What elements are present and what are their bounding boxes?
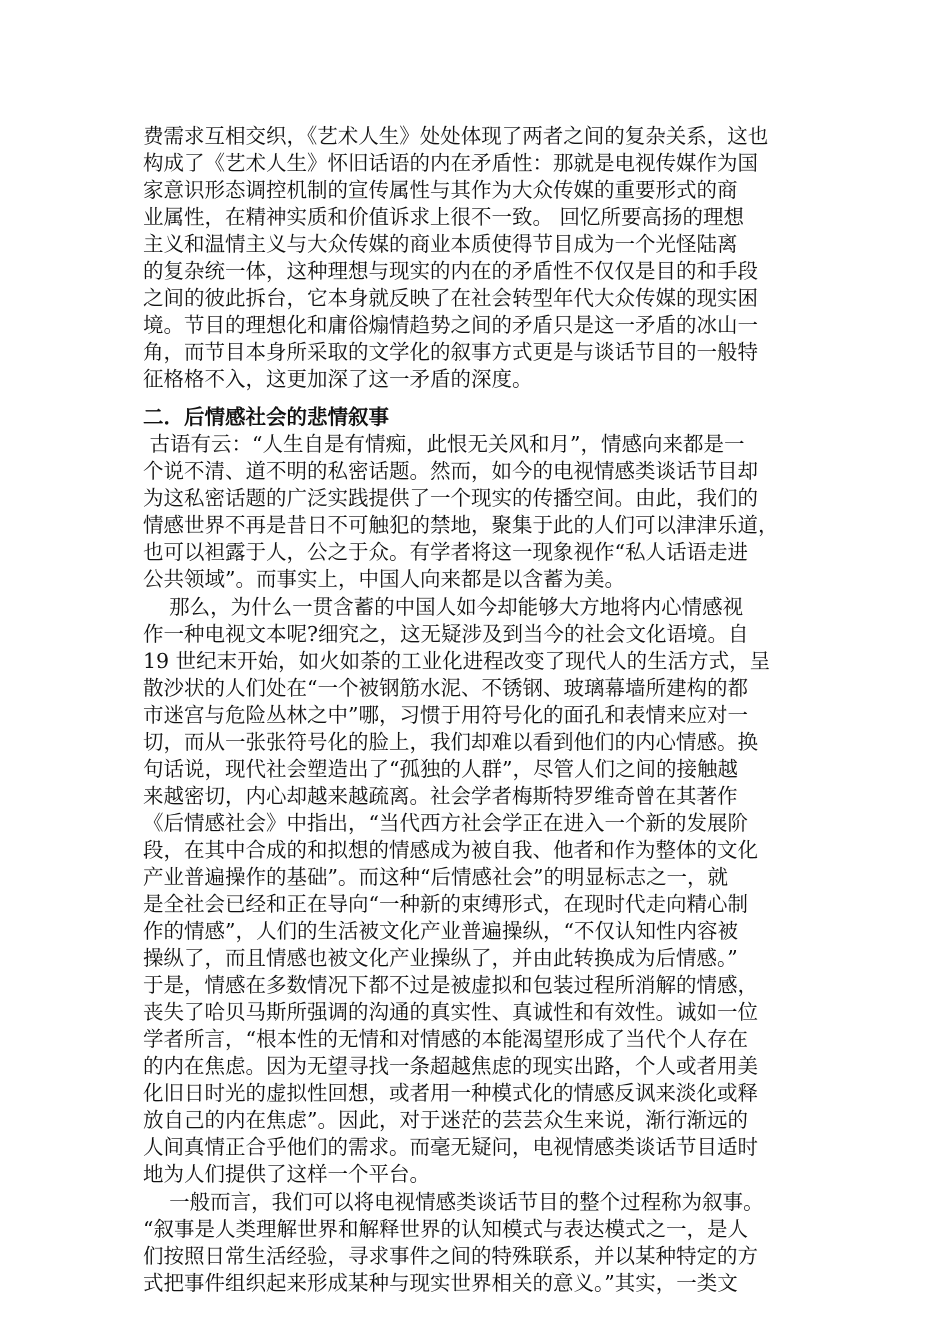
paragraph-line: 之间的彼此拆台，它本身就反映了在社会转型年代大众传媒的现实困 — [143, 286, 758, 310]
paragraph-line: 主义和温情主义与大众传媒的商业本质使得节目成为一个光怪陆离 — [143, 232, 738, 256]
paragraph-line: 公共领域”。而事实上，中国人向来都是以含蓄为美。 — [143, 567, 625, 591]
paragraph-line: 那么，为什么一贯含蓄的中国人如今却能够大方地将内心情感视 — [143, 595, 744, 619]
paragraph-line: 段，在其中合成的和拟想的情感成为被自我、他者和作为整体的文化 — [143, 838, 758, 862]
paragraph-line: “叙事是人类理解世界和解释世界的认知模式与表达模式之一，是人 — [143, 1217, 748, 1241]
paragraph-line: 费需求互相交织，《艺术人生》处处体现了两者之间的复杂关系，这也 — [143, 124, 769, 148]
paragraph-line: 操纵了，而且情感也被文化产业操纵了，并由此转换成为后情感。” — [143, 946, 738, 970]
paragraph-line: 境。节目的理想化和庸俗煽情趋势之间的矛盾只是这一矛盾的冰山一 — [143, 313, 758, 337]
paragraph-line: 的内在焦虑。因为无望寻找一条超越焦虑的现实出路，个人或者用美 — [143, 1054, 758, 1078]
paragraph-line: 来越密切，内心却越来越疏离。社会学者梅斯特罗维奇曾在其著作 — [143, 784, 738, 808]
paragraph-line: 丧失了哈贝马斯所强调的沟通的真实性、真诚性和有效性。诚如一位 — [143, 1000, 758, 1024]
paragraph-line: 切，而从一张张符号化的脸上，我们却难以看到他们的内心情感。换 — [143, 730, 758, 754]
paragraph-line: 《后情感社会》中指出，“当代西方社会学正在进入一个新的发展阶 — [143, 811, 748, 835]
paragraph-line: 是全社会已经和正在导向“一种新的束缚形式，在现时代走向精心制 — [143, 892, 748, 916]
paragraph-line: 古语有云：“人生自是有情痴，此恨无关风和月”，情感向来都是一 — [143, 432, 745, 456]
paragraph-line: 人间真情正合乎他们的需求。而毫无疑问，电视情感类谈话节目适时 — [143, 1135, 758, 1159]
paragraph-line: 业属性，在精神实质和价值诉求上很不一致。 回忆所要高扬的理想 — [143, 205, 745, 229]
paragraph-line: 化旧日时光的虚拟性回想，或者用一种模式化的情感反讽来淡化或释 — [143, 1081, 758, 1105]
paragraph-line: 征格格不入，这更加深了这一矛盾的深度。 — [143, 367, 533, 391]
paragraph-line: 情感世界不再是昔日不可触犯的禁地，聚集于此的人们可以津津乐道， — [143, 513, 779, 537]
paragraph-line: 市迷宫与危险丛林之中”哪，习惯于用符号化的面孔和表情来应对一 — [143, 703, 748, 727]
paragraph-line: 家意识形态调控机制的宣传属性与其作为大众传媒的重要形式的商 — [143, 178, 738, 202]
paragraph-line: 于是，情感在多数情况下都不过是被虚拟和包装过程所消解的情感， — [143, 973, 758, 997]
paragraph-line: 式把事件组织起来形成某种与现实世界相关的意义。”其实，一类文 — [143, 1271, 738, 1295]
paragraph-line: 作一种电视文本呢?细究之，这无疑涉及到当今的社会文化语境。自 — [143, 622, 749, 646]
paragraph-line: 放自己的内在焦虑”。因此，对于迷茫的芸芸众生来说，渐行渐远的 — [143, 1108, 748, 1132]
paragraph-line: 构成了《艺术人生》怀旧话语的内在矛盾性：那就是电视传媒作为国 — [143, 151, 758, 175]
paragraph-line: 为这私密话题的广泛实践提供了一个现实的传播空间。由此，我们的 — [143, 486, 758, 510]
paragraph-line: 产业普遍操作的基础”。而这种“后情感社会”的明显标志之一，就 — [143, 865, 728, 889]
paragraph-line: 的复杂统一体，这种理想与现实的内在的矛盾性不仅仅是目的和手段 — [143, 259, 758, 283]
paragraph-line: 学者所言，“根本性的无情和对情感的本能渴望形成了当代个人存在 — [143, 1027, 748, 1051]
section-heading: 二．后情感社会的悲情叙事 — [143, 405, 389, 429]
paragraph-line: 角，而节目本身所采取的文学化的叙事方式更是与谈话节目的一般特 — [143, 340, 758, 364]
paragraph-line: 也可以袒露于人，公之于众。有学者将这一现象视作“私人话语走进 — [143, 540, 748, 564]
paragraph-line: 一般而言，我们可以将电视情感类谈话节目的整个过程称为叙事。 — [143, 1190, 764, 1214]
paragraph-line: 地为人们提供了这样一个平台。 — [143, 1162, 430, 1186]
paragraph-line: 个说不清、道不明的私密话题。然而，如今的电视情感类谈话节目却 — [143, 459, 758, 483]
paragraph-line: 19 世纪末开始，如火如荼的工业化进程改变了现代人的生活方式，呈 — [143, 649, 771, 673]
paragraph-line: 句话说，现代社会塑造出了“孤独的人群”，尽管人们之间的接触越 — [143, 757, 738, 781]
paragraph-line: 散沙状的人们处在“一个被钢筋水泥、不锈钢、玻璃幕墙所建构的都 — [143, 676, 748, 700]
paragraph-line: 作的情感”，人们的生活被文化产业普遍操纵，“不仅认知性内容被 — [143, 919, 738, 943]
paragraph-line: 们按照日常生活经验，寻求事件之间的特殊联系，并以某种特定的方 — [143, 1244, 758, 1268]
